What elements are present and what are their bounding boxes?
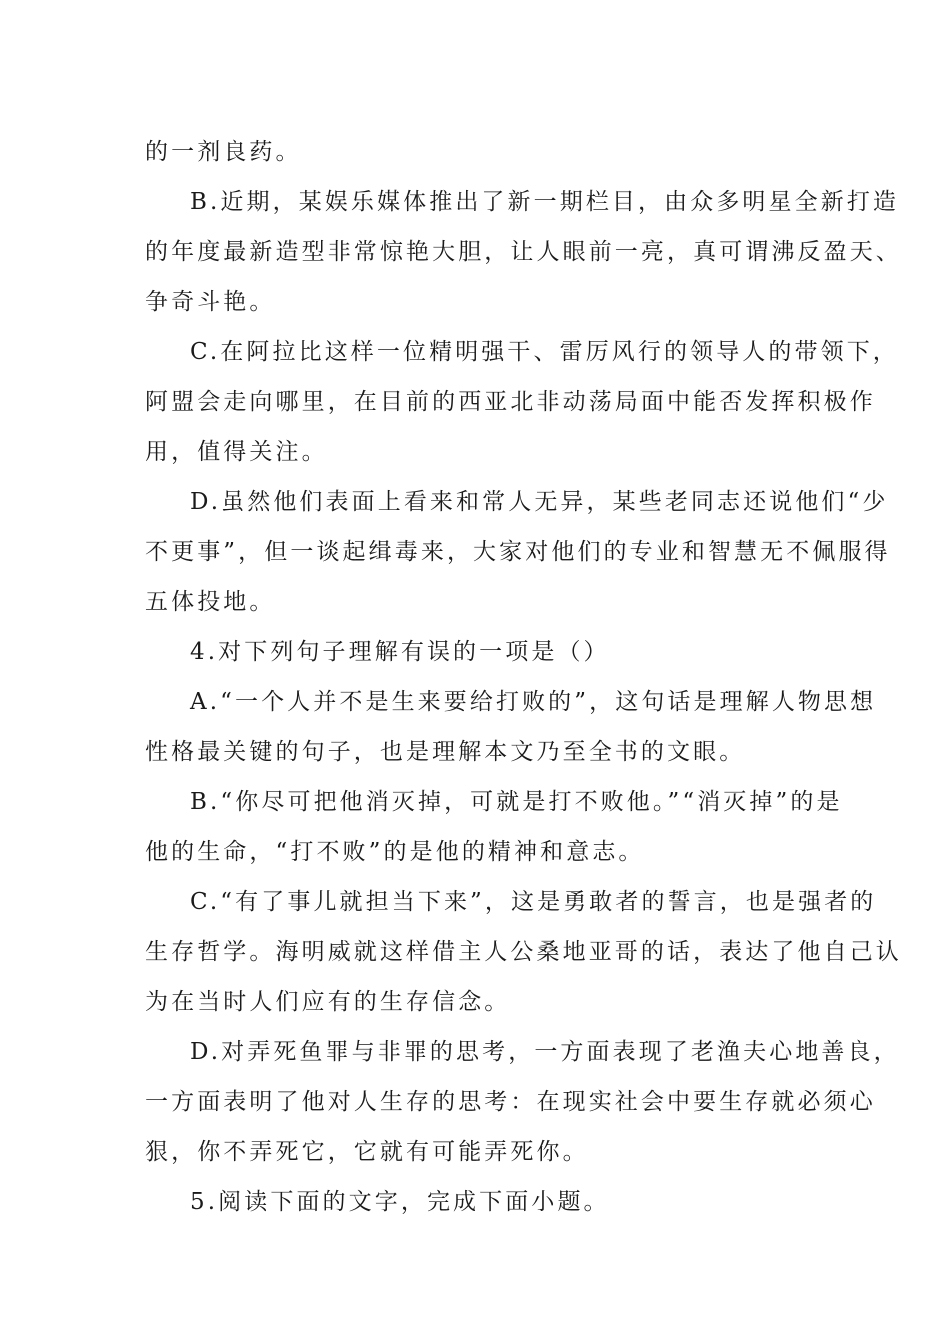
option-d-line: D.对弄死鱼罪与非罪的思考，一方面表现了老渔夫心地善良，	[190, 1039, 900, 1065]
text-line: 一方面表明了他对人生存的思考：在现实社会中要生存就必须心	[145, 1089, 876, 1115]
option-c-line: C.“有了事儿就担当下来”，这是勇敢者的誓言，也是强者的	[190, 889, 877, 915]
text-line: 他的生命，“打不败”的是他的精神和意志。	[145, 839, 645, 865]
text-line: 生存哲学。海明威就这样借主人公桑地亚哥的话，表达了他自己认	[145, 939, 902, 965]
text-line: 的年度最新造型非常惊艳大胆，让人眼前一亮，真可谓沸反盈天、	[145, 239, 902, 265]
text-line: 阿盟会走向哪里，在目前的西亚北非动荡局面中能否发挥积极作	[145, 389, 876, 415]
text-line: 不更事”，但一谈起缉毒来，大家对他们的专业和智慧无不佩服得	[145, 539, 891, 565]
text-line: 的一剂良药。	[145, 139, 302, 165]
text-line: 狠，你不弄死它，它就有可能弄死你。	[145, 1139, 589, 1165]
option-a-line: A.“一个人并不是生来要给打败的”，这句话是理解人物思想	[190, 689, 877, 715]
text-line: 为在当时人们应有的生存信念。	[145, 989, 511, 1015]
question-5-line: 5.阅读下面的文字，完成下面小题。	[190, 1189, 610, 1215]
option-b-line: B.近期，某娱乐媒体推出了新一期栏目，由众多明星全新打造	[190, 189, 900, 215]
text-line: 用，值得关注。	[145, 439, 328, 465]
question-4-line: 4.对下列句子理解有误的一项是（）	[190, 639, 610, 665]
option-d-line: D.虽然他们表面上看来和常人无异，某些老同志还说他们“少	[190, 489, 889, 515]
text-line: 争奇斗艳。	[145, 289, 276, 315]
text-line: 性格最关键的句子，也是理解本文乃至全书的文眼。	[145, 739, 746, 765]
text-line: 五体投地。	[145, 589, 276, 615]
option-c-line: C.在阿拉比这样一位精明强干、雷厉风行的领导人的带领下，	[190, 339, 899, 365]
option-b-line: B.“你尽可把他消灭掉，可就是打不败他。”“消灭掉”的是	[190, 789, 843, 815]
